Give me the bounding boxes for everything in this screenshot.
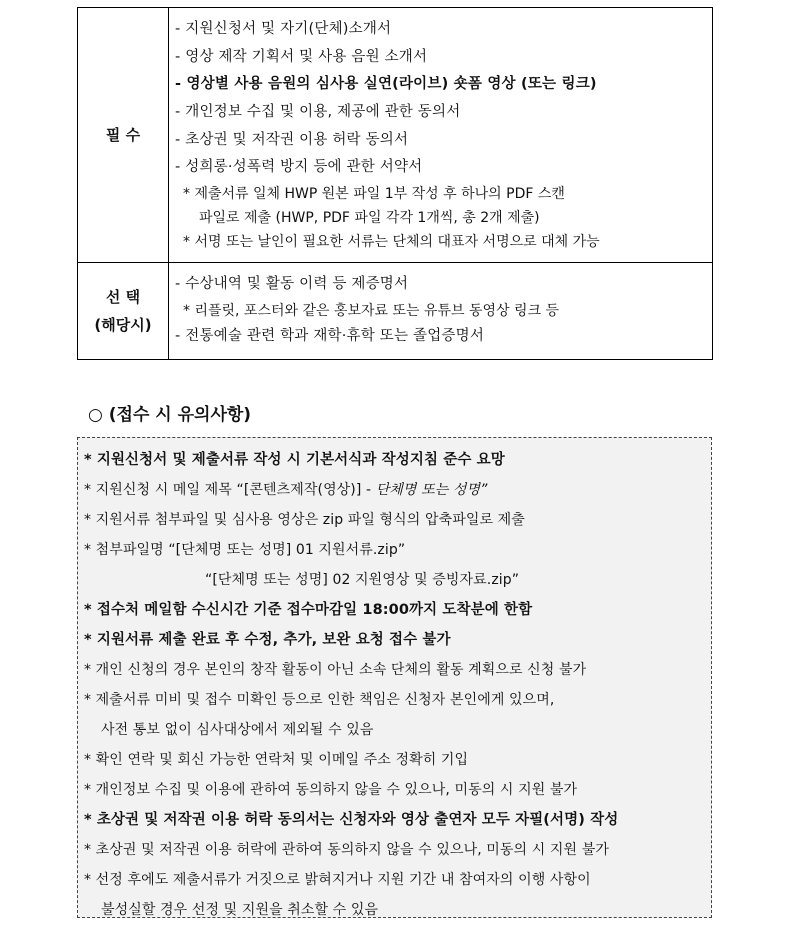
required-item: - 개인정보 수집 및 이용, 제공에 관한 동의서: [175, 104, 461, 120]
optional-item: - 수상내역 및 활동 이력 등 제증명서: [175, 276, 409, 293]
notice-line: * 개인 신청의 경우 본인의 창작 활동이 아닌 소속 단체의 활동 계획으로 신청 불가: [84, 662, 587, 678]
required-note: * 제출서류 일체 HWP 원본 파일 1부 작성 후 하나의 PDF 스캔: [183, 185, 565, 202]
notice-line: 불성실할 경우 선정 및 지원을 취소할 수 있음: [101, 902, 379, 918]
notice-line: “[단체명 또는 성명] 02 지원영상 및 증빙자료.zip”: [205, 572, 520, 588]
optional-items: [169, 263, 713, 360]
notice-line: * 제출서류 미비 및 접수 미확인 등으로 인한 책임은 신청자 본인에게 있으며,: [84, 692, 555, 708]
optional-item: - 전통예술 관련 학과 재학·휴학 또는 졸업증명서: [175, 328, 485, 344]
required-item: - 초상권 및 저작권 이용 허락 동의서: [175, 131, 409, 148]
required-row: [78, 8, 713, 263]
notice-line: [84, 475, 711, 505]
required-item: - 지원신청서 및 자기(단체)소개서: [175, 21, 392, 38]
optional-note: * 리플릿, 포스터와 같은 홍보자료 또는 유튜브 동영상 링크 등: [183, 303, 560, 319]
notice-line: * 지원서류 제출 완료 후 수정, 추가, 보완 요청 접수 불가: [84, 632, 451, 648]
notice-line: * 개인정보 수집 및 이용에 관하여 동의하지 않을 수 있으나, 미동의 시 지원 불가: [84, 782, 578, 798]
notice-line: * 접수처 메일함 수신시간 기준 접수마감일 18:00까지 도착분에 한함: [84, 602, 533, 618]
notice-section-title: ○ (접수 시 유의사항): [88, 405, 252, 425]
required-documents-table: [77, 7, 713, 360]
notice-line: * 지원신청서 및 제출서류 작성 시 기본서식과 작성지침 준수 요망: [84, 452, 505, 468]
notice-line: * 첨부파일명 “[단체명 또는 성명] 01 지원서류.zip”: [84, 542, 406, 558]
required-note: 파일로 제출 (HWP, PDF 파일 각각 1개씩, 총 2개 제출): [199, 209, 540, 226]
notice-line: * 선정 후에도 제출서류가 거짓으로 밝혀지거나 지원 기간 내 참여자의 이행 사항이: [84, 872, 591, 888]
required-items: [169, 8, 713, 263]
notice-box: [77, 437, 712, 918]
required-item: - 성희롱·성폭력 방지 등에 관한 서약서: [175, 159, 423, 176]
required-item: - 영상 제작 기획서 및 사용 음원 소개서: [175, 48, 428, 65]
notice-line: * 초상권 및 저작권 이용 허락 동의서는 신청자와 영상 출연자 모두 자필(서명) 작성: [84, 812, 619, 828]
notice-line-text: * 지원신청 시 메일 제목 “[콘텐츠제작(영상)] -: [84, 482, 376, 498]
optional-label-line2: (해당시): [94, 316, 152, 334]
optional-label: [78, 263, 169, 360]
required-note: * 서명 또는 날인이 필요한 서류는 단체의 대표자 서명으로 대체 가능: [183, 233, 600, 250]
required-item: - 영상별 사용 음원의 심사용 실연(라이브) 숏폼 영상 (또는 링크): [175, 76, 597, 93]
optional-label-line1: 선 택: [105, 288, 141, 306]
notice-line: * 초상권 및 저작권 이용 허락에 관하여 동의하지 않을 수 있으나, 미동의 시 지원 불가: [84, 842, 609, 858]
notice-line-emphasis: 단체명 또는 성명”: [375, 482, 488, 498]
notice-line: 사전 통보 없이 심사대상에서 제외될 수 있음: [101, 722, 374, 738]
required-label: 필 수: [78, 8, 169, 263]
notice-line: * 지원서류 첨부파일 및 심사용 영상은 zip 파일 형식의 압축파일로 제출: [84, 512, 525, 528]
notice-line: * 확인 연락 및 회신 가능한 연락처 및 이메일 주소 정확히 기입: [84, 752, 469, 768]
optional-row: [78, 263, 713, 360]
